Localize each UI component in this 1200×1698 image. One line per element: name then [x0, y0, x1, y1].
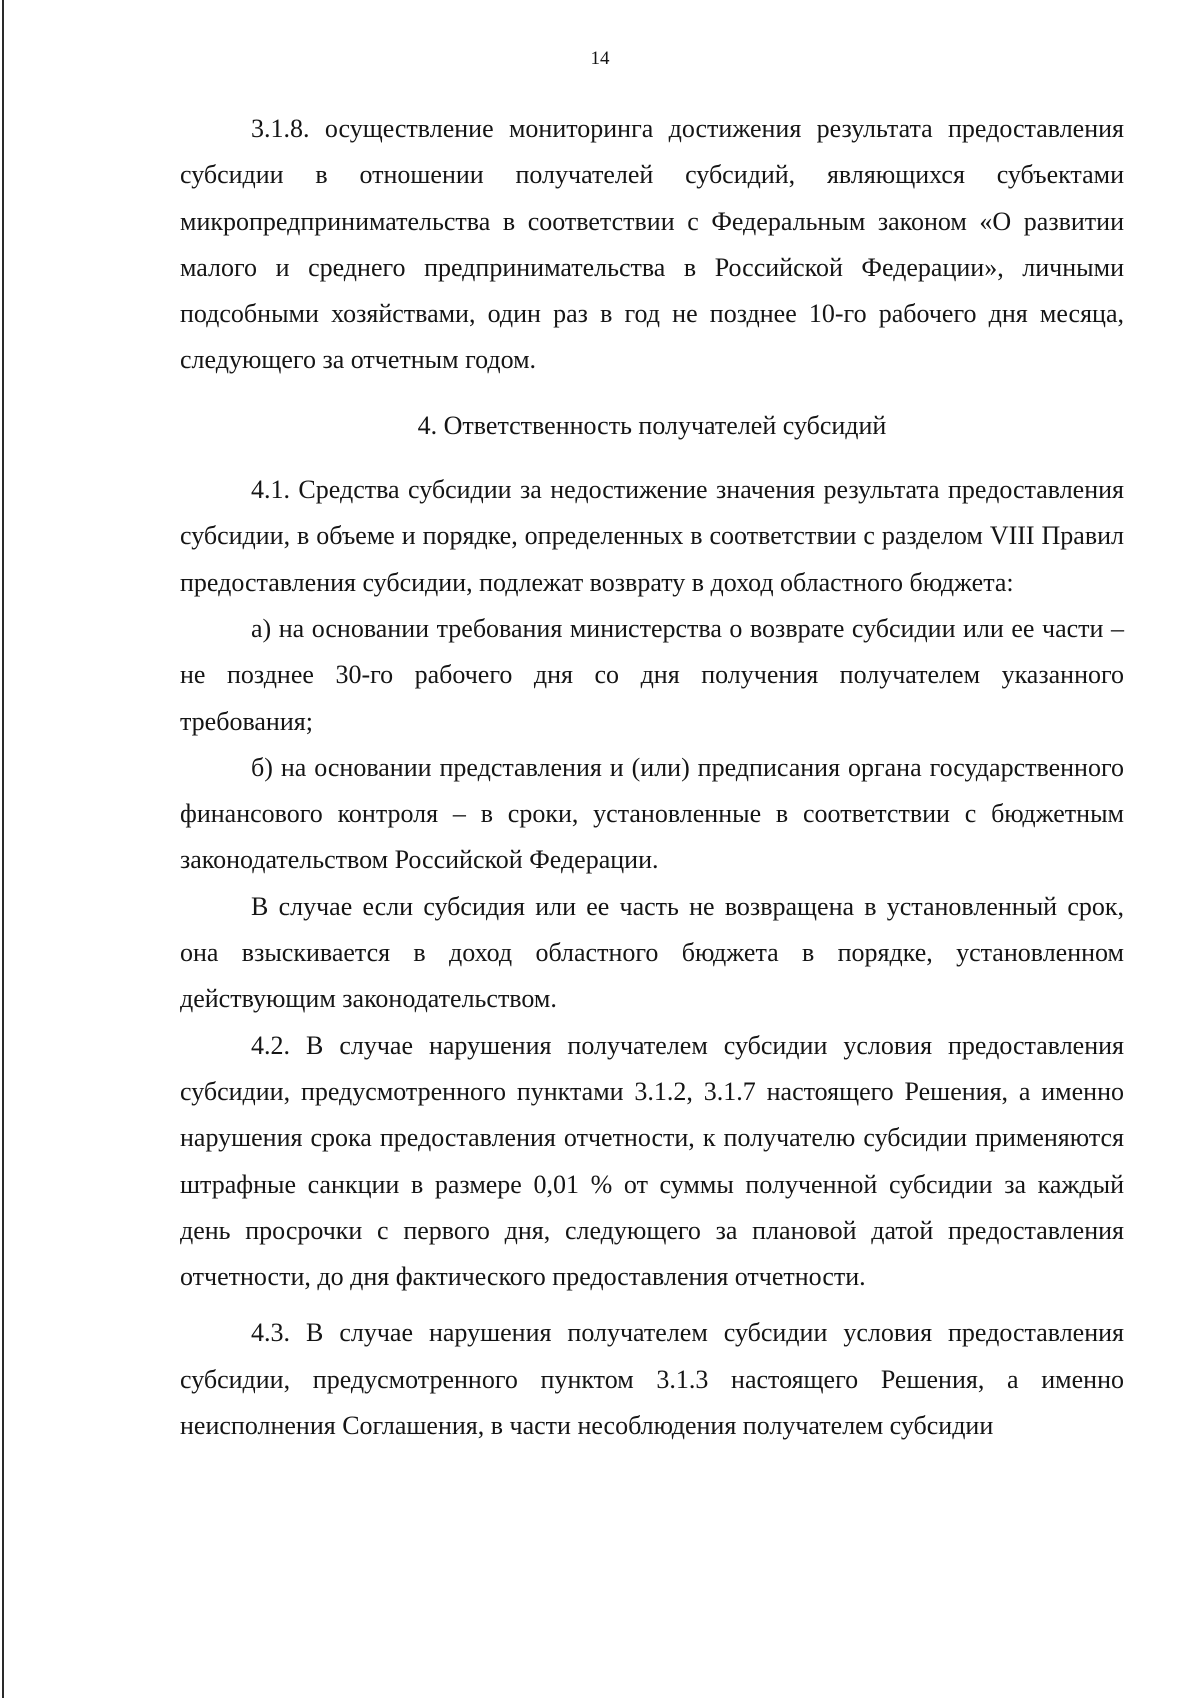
paragraph-3-1-8: 3.1.8. осуществление мониторинга достижения результата предоставления субсидии в отношении получателей субсидий, являющихся субъектами микропредпринимательства в соответствии с Федеральным законом «О развитии малого и среднего предпринимательства в Российской Федерации», личными подсобными хозяйствами, один раз в год не позднее 10-го рабочего дня месяца, следующего за отчетным годом. — [180, 114, 1124, 375]
paragraph-4-1: 4.1. Средства субсидии за недостижение значения результата предоставления субсидии, в объеме и порядке, определенных в соответствии с разделом VIII Правил предоставления субсидии, подлежат возврату в доход областного бюджета: — [180, 475, 1124, 597]
page-number: 14 — [590, 48, 610, 69]
paragraph-4-3: 4.3. В случае нарушения получателем субсидии условия предоставления субсидии, предусмотренного пунктом 3.1.3 настоящего Решения, а именно неисполнения Соглашения, в части несоблюдения получателем субсидии — [180, 1318, 1124, 1441]
paragraph-4-2: 4.2. В случае нарушения получателем субсидии условия предоставления субсидии, предусмотренного пунктами 3.1.2, 3.1.7 настоящего Решения, а именно нарушения срока предоставления отчетности, к получателю субсидии применяются штрафные санкции в размере 0,01 % от суммы полученной субсидии за каждый день просрочки с первого дня, следующего за плановой датой предоставления отчетности, до дня фактического предоставления отчетности. — [180, 1030, 1124, 1292]
document-body — [180, 106, 1124, 1449]
scan-edge-line — [2, 0, 4, 1698]
section-heading-4: 4. Ответственность получателей субсидий — [417, 410, 887, 440]
paragraph-4-1-b: б) на основании представления и (или) предписания органа государственного финансового контроля – в сроки, установленные в соответствии с бюджетным законодательством Российской Федерации. — [180, 752, 1124, 875]
paragraph-4-1-return: В случае если субсидия или ее часть не возвращена в установленный срок, она взыскивается в доход областного бюджета в порядке, установленном действующим законодательством. — [180, 891, 1124, 1014]
paragraph-4-1-a: а) на основании требования министерства о возврате субсидии или ее части – не позднее 30-го рабочего дня со дня получения получателем указанного требования; — [180, 613, 1124, 736]
